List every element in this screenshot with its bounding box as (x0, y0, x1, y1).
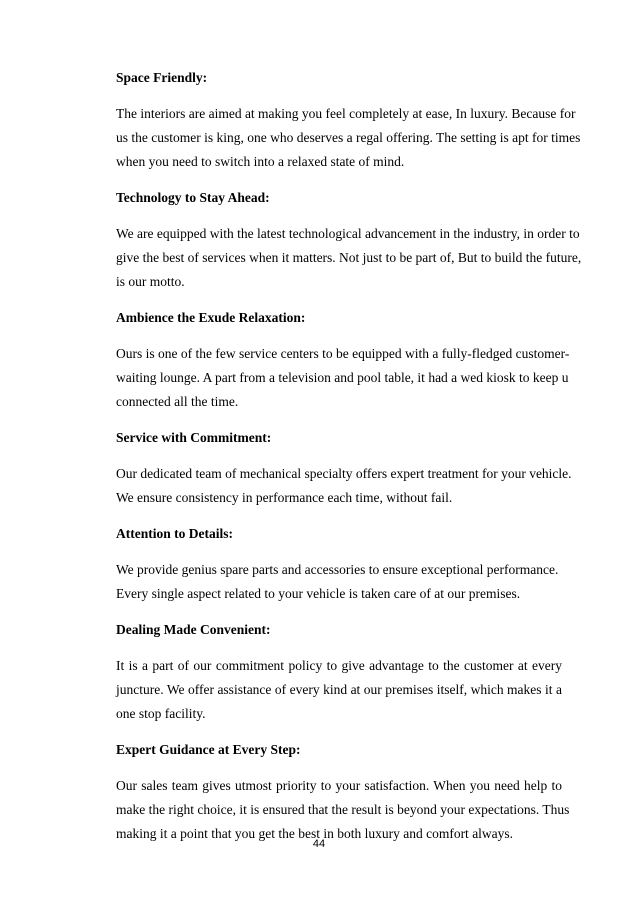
paragraph-line: connected all the time. (116, 394, 239, 409)
paragraph-line: The interiors are aimed at making you feel completely at ease, In luxury. Because for (116, 106, 576, 121)
paragraph-line: Our dedicated team of mechanical specialty offers expert treatment for your vehicle. (116, 466, 572, 481)
section-heading-dealing: Dealing Made Convenient: (116, 622, 271, 637)
section-paragraph-space-friendly (116, 102, 581, 174)
paragraph-line: It is a part of our commitment policy to give advantage to the customer at every (116, 658, 562, 673)
paragraph-line: We provide genius spare parts and accessories to ensure exceptional performance. (116, 562, 559, 577)
section-heading-ambience: Ambience the Exude Relaxation: (116, 310, 306, 325)
section-heading-attention: Attention to Details: (116, 526, 233, 541)
section-paragraph-ambience (116, 342, 570, 414)
paragraph-line: is our motto. (116, 274, 185, 289)
paragraph-line: making it a point that you get the best in both luxury and comfort always. (116, 826, 514, 841)
paragraph-line: us the customer is king, one who deserves a regal offering. The setting is apt for times (116, 130, 581, 145)
document-page (116, 68, 582, 860)
section-paragraph-service (116, 462, 572, 510)
section-paragraph-attention (116, 558, 562, 606)
page-number: 44 (312, 838, 326, 850)
section-paragraph-expert-guidance (116, 774, 570, 846)
section-heading-service: Service with Commitment: (116, 430, 272, 445)
paragraph-line: one stop facility. (116, 706, 206, 721)
section-paragraph-technology (116, 222, 582, 294)
paragraph-line: Ours is one of the few service centers to be equipped with a fully-fledged customer- (116, 346, 570, 361)
paragraph-line: waiting lounge. A part from a television and pool table, it had a wed kiosk to keep u (116, 370, 569, 385)
paragraph-line: give the best of services when it matters. Not just to be part of, But to build the future, (116, 250, 582, 265)
section-heading-space-friendly: Space Friendly: (116, 70, 208, 85)
section-heading-expert-guidance: Expert Guidance at Every Step: (116, 742, 301, 757)
section-heading-technology: Technology to Stay Ahead: (116, 190, 270, 205)
paragraph-line: when you need to switch into a relaxed state of mind. (116, 154, 405, 169)
paragraph-line: We ensure consistency in performance each time, without fail. (116, 490, 453, 505)
paragraph-line: Our sales team gives utmost priority to your satisfaction. When you need help to (116, 778, 562, 793)
paragraph-line: We are equipped with the latest technological advancement in the industry, in order to (116, 226, 580, 241)
section-paragraph-dealing (116, 654, 562, 726)
paragraph-line: Every single aspect related to your vehicle is taken care of at our premises. (116, 586, 521, 601)
paragraph-line: juncture. We offer assistance of every kind at our premises itself, which makes it a (116, 682, 562, 697)
paragraph-line: make the right choice, it is ensured that the result is beyond your expectations. Thus (116, 802, 570, 817)
